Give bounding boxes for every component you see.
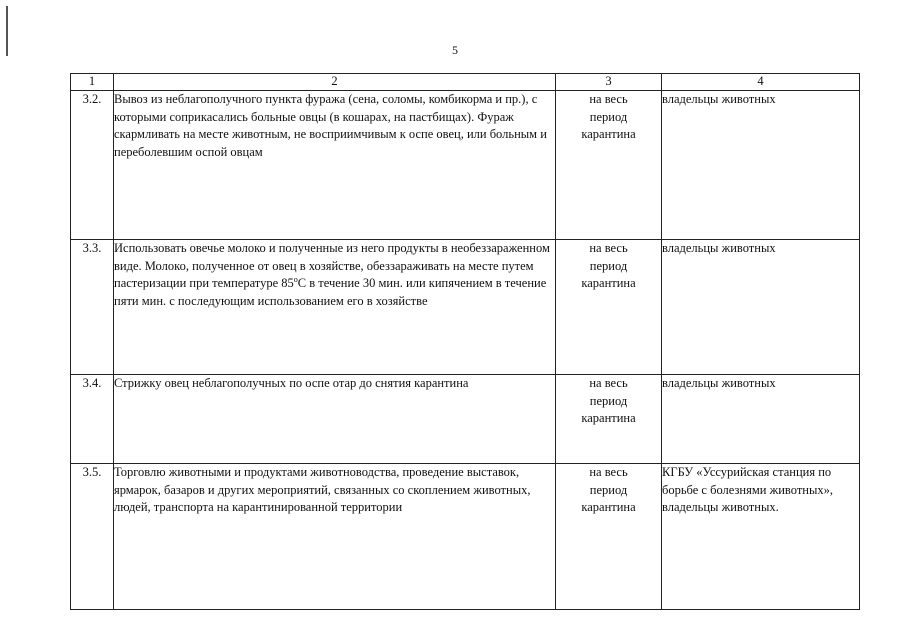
row-number: 3.2. — [71, 91, 114, 240]
degree-superscript: о — [293, 275, 298, 284]
measure-term — [556, 240, 662, 375]
measures-table — [70, 73, 860, 610]
responsible-line: владельцы животных — [662, 92, 776, 106]
term-line: карантина — [581, 127, 636, 141]
table-row — [71, 91, 860, 240]
responsible-line: владельцы животных. — [662, 500, 779, 514]
responsible-line: владельцы животных — [662, 241, 776, 255]
measure-responsible — [662, 91, 860, 240]
term-line: период — [589, 393, 628, 408]
measure-text — [114, 240, 556, 375]
page-number: 5 — [452, 43, 458, 57]
table-header-row — [71, 74, 860, 91]
measure-term — [556, 375, 662, 464]
term-line: карантина — [581, 500, 636, 514]
measure-term — [556, 91, 662, 240]
measure-responsible — [662, 375, 860, 464]
term-line: на весь — [589, 92, 628, 106]
measure-text: Стрижку овец неблагополучных по оспе отар до снятия карантина — [114, 375, 556, 464]
row-number: 3.5. — [71, 464, 114, 610]
measure-text-part: Использовать овечье молоко и полученные из него продукты в необеззараженном виде. Молоко, полученное от овец в хозяйстве, обеззараживать на месте путем пастеризации при температуре 85 — [114, 241, 550, 290]
measure-text: Вывоз из неблагополучного пункта фуража (сена, соломы, комбикорма и пр.), с которыми соприкасались больные овцы (в кошарах, на пастбищах). Фураж скармливать на месте животным, не восприимчивым к оспе овец, или больным и переболевшим оспой овцам — [114, 91, 556, 240]
term-line: период — [589, 109, 628, 124]
column-header-1: 1 — [71, 74, 114, 91]
term-line: карантина — [581, 276, 636, 290]
measure-responsible — [662, 464, 860, 610]
responsible-line: владельцы животных — [662, 376, 776, 390]
column-header-3: 3 — [556, 74, 662, 91]
term-line: карантина — [581, 411, 636, 425]
row-number: 3.3. — [71, 240, 114, 375]
table-row — [71, 240, 860, 375]
measure-responsible — [662, 240, 860, 375]
column-header-2: 2 — [114, 74, 556, 91]
table-row — [71, 375, 860, 464]
table-row — [71, 464, 860, 610]
column-header-4: 4 — [662, 74, 860, 91]
measure-text: Торговлю животными и продуктами животноводства, проведение выставок, ярмарок, базаров и других мероприятий, связанных со скоплением животных, людей, транспорта на карантинированной территории — [114, 464, 556, 610]
measure-text-part: С в течение 30 мин. или кипячением в течение пяти мин. с последующим использованием его в хозяйстве — [114, 276, 547, 308]
term-line: на весь — [589, 465, 628, 479]
term-line: период — [589, 258, 628, 273]
row-number: 3.4. — [71, 375, 114, 464]
term-line: период — [589, 482, 628, 497]
term-line: на весь — [589, 376, 628, 390]
scan-edge-mark — [6, 6, 8, 56]
measure-term — [556, 464, 662, 610]
term-line: на весь — [589, 241, 628, 255]
responsible-line: КГБУ «Уссурийская станция по борьбе с болезнями животных», — [662, 465, 833, 497]
